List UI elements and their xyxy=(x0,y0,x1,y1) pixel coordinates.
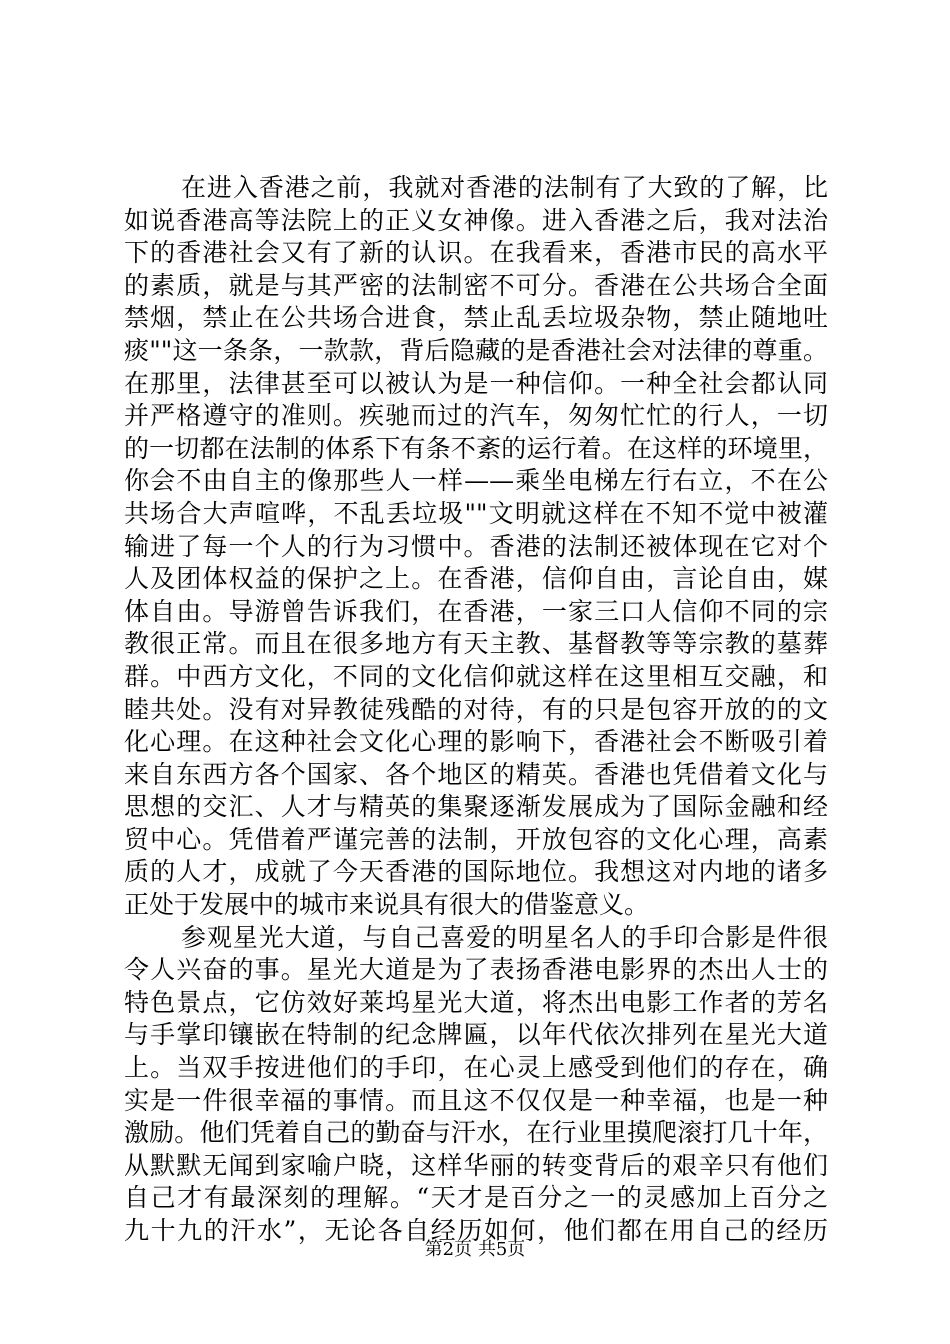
text-line: 上。当双手按进他们的手印，在心灵上感受到他们的存在，确 xyxy=(124,1053,828,1083)
paragraph-hk-legal-system xyxy=(124,172,828,922)
page-footer: 第2页 共5页 xyxy=(424,1239,526,1260)
text-line: 禁烟，禁止在公共场合进食，禁止乱丢垃圾杂物，禁止随地吐 xyxy=(124,303,828,333)
text-line: 来自东西方各个国家、各个地区的精英。香港也凭借着文化与 xyxy=(124,759,828,789)
text-line: 令人兴奋的事。星光大道是为了表扬香港电影界的杰出人士的 xyxy=(124,955,828,985)
text-line: 群。中西方文化，不同的文化信仰就这样在这里相互交融，和 xyxy=(124,661,828,691)
text-line: 与手掌印镶嵌在特制的纪念牌匾，以年代依次排列在星光大道 xyxy=(124,1020,828,1050)
text-line: 思想的交汇、人才与精英的集聚逐渐发展成为了国际金融和经 xyxy=(124,792,828,822)
text-line: 自己才有最深刻的理解。“天才是百分之一的灵感加上百分之 xyxy=(124,1183,828,1213)
text-line: 化心理。在这种社会文化心理的影响下，香港社会不断吸引着 xyxy=(124,727,828,757)
text-line: 人及团体权益的保护之上。在香港，信仰自由，言论自由，媒 xyxy=(124,564,828,594)
text-line: 痰""这一条条，一款款，背后隐藏的是香港社会对法律的尊重。 xyxy=(124,335,828,365)
text-line: 贸中心。凭借着严谨完善的法制，开放包容的文化心理，高素 xyxy=(124,824,828,854)
text-line: 从默默无闻到家喻户晓，这样华丽的转变背后的艰辛只有他们 xyxy=(124,1150,828,1180)
text-line: 并严格遵守的准则。疾驰而过的汽车，匆匆忙忙的行人，一切 xyxy=(124,401,828,431)
text-line: 实是一件很幸福的事情。而且这不仅仅是一种幸福，也是一种 xyxy=(124,1085,828,1115)
text-line: 体自由。导游曾告诉我们，在香港，一家三口人信仰不同的宗 xyxy=(124,596,828,626)
text-line: 输进了每一个人的行为习惯中。香港的法制还被体现在它对个 xyxy=(124,531,828,561)
text-line: 的素质，就是与其严密的法制密不可分。香港在公共场合全面 xyxy=(124,270,828,300)
text-line: 正处于发展中的城市来说具有很大的借鉴意义。 xyxy=(124,890,650,920)
text-line: 九十九的汗水”，无论各自经历如何，他们都在用自己的经历 xyxy=(124,1216,828,1245)
text-line: 在进入香港之前，我就对香港的法制有了大致的了解，比 xyxy=(181,173,828,202)
text-line: 的一切都在法制的体系下有条不紊的运行着。在这样的环境里， xyxy=(124,433,828,463)
text-line: 如说香港高等法院上的正义女神像。进入香港之后，我对法治 xyxy=(124,205,828,235)
text-line: 共场合大声喧哗，不乱丢垃圾""文明就这样在不知不觉中被灌 xyxy=(124,498,828,528)
text-line: 激励。他们凭着自己的勤奋与汗水，在行业里摸爬滚打几十年， xyxy=(124,1118,828,1148)
text-line: 教很正常。而且在很多地方有天主教、基督教等等宗教的墓葬 xyxy=(124,629,828,659)
text-line: 特色景点，它仿效好莱坞星光大道，将杰出电影工作者的芳名 xyxy=(124,987,828,1017)
paragraph-avenue-of-stars xyxy=(124,922,828,1248)
text-line: 质的人才，成就了今天香港的国际地位。我想这对内地的诸多 xyxy=(124,857,828,887)
text-line: 睦共处。没有对异教徒残酷的对待，有的只是包容开放的的文 xyxy=(124,694,828,724)
text-line: 在那里，法律甚至可以被认为是一种信仰。一种全社会都认同 xyxy=(124,368,828,398)
text-line: 参观星光大道，与自己喜爱的明星名人的手印合影是件很 xyxy=(181,922,828,952)
document-body xyxy=(124,172,828,1248)
text-line: 下的香港社会又有了新的认识。在我看来，香港市民的高水平 xyxy=(124,238,828,268)
text-line: 你会不由自主的像那些人一样——乘坐电梯左行右立，不在公 xyxy=(124,466,828,496)
